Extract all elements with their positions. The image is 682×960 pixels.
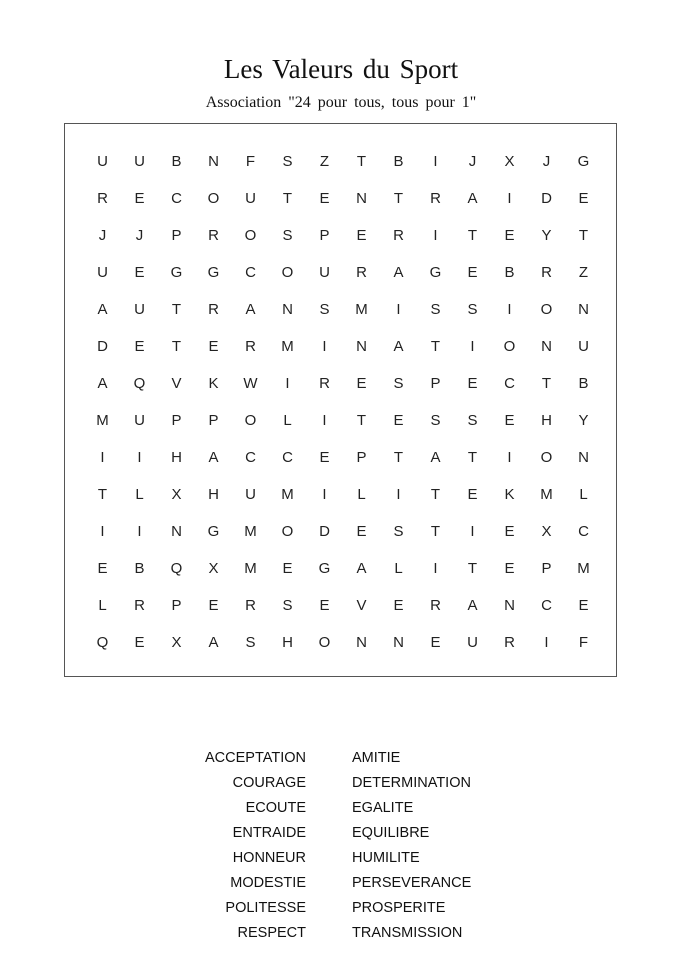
grid-letter: P	[541, 560, 552, 577]
grid-letter: U	[97, 153, 108, 170]
grid-letter: X	[171, 634, 182, 651]
grid-letter: G	[429, 264, 442, 281]
grid-letter: A	[430, 449, 441, 466]
grid-letter: E	[578, 597, 589, 614]
grid-letter: C	[282, 449, 293, 466]
grid-letter: P	[430, 375, 441, 392]
grid-letter: E	[467, 375, 478, 392]
grid-letter: J	[98, 227, 107, 244]
grid-letter: T	[356, 412, 367, 429]
grid-letter: E	[134, 338, 145, 355]
grid-letter: G	[207, 264, 220, 281]
grid-letter: T	[393, 190, 404, 207]
grid-letter: S	[393, 523, 404, 540]
grid-letter: H	[208, 486, 219, 503]
grid-letter: O	[540, 449, 553, 466]
grid-letter: R	[134, 597, 145, 614]
grid-letter: G	[170, 264, 183, 281]
grid-letter: N	[504, 597, 515, 614]
grid-letter: N	[578, 301, 589, 318]
grid-letter: A	[393, 264, 404, 281]
grid-letter: B	[504, 264, 515, 281]
grid-letter: A	[467, 190, 478, 207]
grid-letter: I	[470, 338, 475, 355]
grid-letter: A	[356, 560, 367, 577]
grid-letter: T	[467, 449, 478, 466]
grid-letter: E	[319, 449, 330, 466]
grid-letter: N	[208, 153, 219, 170]
word-list-item: PROSPERITE	[352, 900, 446, 916]
grid-letter: C	[245, 264, 256, 281]
grid-letter: I	[396, 301, 401, 318]
grid-letter: E	[319, 190, 330, 207]
grid-letter: I	[470, 523, 475, 540]
grid-letter: S	[282, 597, 293, 614]
grid-letter: U	[134, 301, 145, 318]
grid-letter: V	[171, 375, 182, 392]
grid-letter: R	[504, 634, 515, 651]
grid-letter: T	[578, 227, 589, 244]
grid-letter: E	[134, 264, 145, 281]
grid-letter: T	[171, 338, 182, 355]
grid-letter: P	[171, 227, 182, 244]
word-list-right-column	[352, 746, 471, 946]
grid-letter: N	[282, 301, 293, 318]
grid-letter: E	[356, 227, 367, 244]
grid-letter: T	[356, 153, 367, 170]
grid-letter: N	[356, 634, 367, 651]
grid-letter: S	[430, 412, 441, 429]
grid-letter: S	[430, 301, 441, 318]
grid-letter: L	[135, 486, 144, 503]
grid-letter: B	[578, 375, 589, 392]
word-list-item: RESPECT	[237, 925, 306, 941]
grid-letter: K	[208, 375, 219, 392]
grid-letter: L	[394, 560, 403, 577]
grid-letter: R	[97, 190, 108, 207]
grid-letter: E	[467, 486, 478, 503]
grid-letter: E	[319, 597, 330, 614]
word-list-item: EGALITE	[352, 800, 414, 816]
grid-letter: E	[467, 264, 478, 281]
grid-letter: L	[579, 486, 588, 503]
grid-letter: I	[507, 449, 512, 466]
word-list-item: HONNEUR	[232, 850, 306, 866]
page-subtitle: Association "24 pour tous, tous pour 1"	[205, 94, 477, 111]
grid-letter: O	[244, 227, 257, 244]
grid-letter: S	[319, 301, 330, 318]
word-list-item: PERSEVERANCE	[352, 875, 472, 891]
grid-letter: I	[322, 412, 327, 429]
grid-letter: E	[134, 634, 145, 651]
grid-letter: M	[244, 523, 257, 540]
grid-letter: I	[433, 227, 438, 244]
grid-letter: E	[208, 338, 219, 355]
grid-letter: A	[208, 449, 219, 466]
grid-letter: E	[393, 597, 404, 614]
grid-letter: S	[282, 227, 293, 244]
grid-letter: S	[467, 412, 478, 429]
grid-letter: H	[171, 449, 182, 466]
word-list-item: EQUILIBRE	[352, 825, 430, 841]
grid-letter: M	[96, 412, 109, 429]
page-title: Les Valeurs du Sport	[223, 54, 459, 84]
grid-letter: I	[433, 153, 438, 170]
grid-letter: C	[578, 523, 589, 540]
grid-letter: M	[281, 486, 294, 503]
grid-letter: E	[97, 560, 108, 577]
grid-letter: N	[171, 523, 182, 540]
grid-letter: A	[393, 338, 404, 355]
grid-letter: Q	[96, 634, 109, 651]
grid-letter: A	[467, 597, 478, 614]
word-list-item: DETERMINATION	[352, 775, 471, 791]
grid-letter: U	[134, 412, 145, 429]
grid-letter: R	[245, 597, 256, 614]
grid-letter: A	[97, 301, 108, 318]
grid-letter: B	[134, 560, 145, 577]
grid-letter: Q	[170, 560, 183, 577]
grid-letter: B	[171, 153, 182, 170]
grid-letter: E	[504, 227, 515, 244]
grid-letter: I	[100, 449, 105, 466]
grid-letter: U	[467, 634, 478, 651]
grid-letter: S	[245, 634, 256, 651]
grid-letter: F	[578, 634, 589, 651]
grid-letter: C	[541, 597, 552, 614]
grid-letter: G	[577, 153, 590, 170]
grid-letter: E	[578, 190, 589, 207]
grid-letter: I	[137, 523, 142, 540]
grid-letter: X	[208, 560, 219, 577]
grid-letter: F	[245, 153, 256, 170]
grid-letter: T	[97, 486, 108, 503]
grid-letter: T	[430, 338, 441, 355]
grid-letter: E	[208, 597, 219, 614]
word-search-frame	[64, 123, 617, 677]
grid-letter: M	[244, 560, 257, 577]
grid-letter: I	[322, 486, 327, 503]
grid-letter: G	[318, 560, 331, 577]
grid-letter: U	[97, 264, 108, 281]
grid-letter: Y	[541, 227, 552, 244]
grid-letter: P	[171, 412, 182, 429]
word-list-item: ENTRAIDE	[232, 825, 306, 841]
grid-letter: E	[134, 190, 145, 207]
grid-letter: Q	[133, 375, 146, 392]
grid-letter: R	[356, 264, 367, 281]
grid-letter: M	[577, 560, 590, 577]
grid-letter: I	[100, 523, 105, 540]
grid-letter: U	[319, 264, 330, 281]
grid-letter: E	[356, 523, 367, 540]
grid-letter: T	[467, 227, 478, 244]
grid-letter: N	[578, 449, 589, 466]
grid-letter: J	[468, 153, 477, 170]
grid-letter: J	[542, 153, 551, 170]
grid-letter: R	[208, 301, 219, 318]
grid-letter: N	[393, 634, 404, 651]
grid-letter: S	[467, 301, 478, 318]
grid-letter: D	[541, 190, 552, 207]
grid-letter: O	[540, 301, 553, 318]
grid-letter: O	[244, 412, 257, 429]
grid-letter: I	[137, 449, 142, 466]
grid-letter: N	[356, 338, 367, 355]
grid-letter: T	[171, 301, 182, 318]
word-search-grid	[84, 143, 602, 661]
word-list-item: ACCEPTATION	[205, 750, 306, 766]
grid-letter: R	[430, 190, 441, 207]
grid-letter: P	[356, 449, 367, 466]
grid-letter: K	[504, 486, 515, 503]
word-list-item: HUMILITE	[352, 850, 420, 866]
word-list-item: COURAGE	[232, 775, 306, 791]
grid-letter: L	[98, 597, 107, 614]
grid-letter: D	[319, 523, 330, 540]
grid-letter: R	[208, 227, 219, 244]
grid-letter: Y	[578, 412, 589, 429]
grid-letter: H	[541, 412, 552, 429]
grid-letter: E	[430, 634, 441, 651]
grid-letter: E	[393, 412, 404, 429]
grid-letter: P	[319, 227, 330, 244]
grid-letter: G	[207, 523, 220, 540]
grid-letter: E	[356, 375, 367, 392]
grid-letter: W	[243, 375, 258, 392]
grid-letter: T	[282, 190, 293, 207]
grid-letter: C	[245, 449, 256, 466]
grid-letter: I	[285, 375, 290, 392]
grid-letter: P	[208, 412, 219, 429]
grid-letter: R	[319, 375, 330, 392]
word-list-left-column	[205, 746, 306, 946]
grid-letter: L	[357, 486, 366, 503]
word-list-item: AMITIE	[352, 750, 401, 766]
grid-letter: E	[282, 560, 293, 577]
grid-letter: R	[430, 597, 441, 614]
grid-letter: H	[282, 634, 293, 651]
grid-letter: L	[283, 412, 292, 429]
grid-letter: E	[504, 412, 515, 429]
grid-letter: R	[393, 227, 404, 244]
grid-letter: U	[134, 153, 145, 170]
grid-letter: T	[393, 449, 404, 466]
grid-letter: R	[245, 338, 256, 355]
grid-letter: S	[282, 153, 293, 170]
grid-letter: N	[541, 338, 552, 355]
grid-letter: O	[318, 634, 331, 651]
grid-letter: Z	[578, 264, 589, 281]
grid-letter: X	[541, 523, 552, 540]
grid-letter: Z	[319, 153, 330, 170]
grid-letter: T	[430, 486, 441, 503]
grid-letter: T	[467, 560, 478, 577]
word-list-item: POLITESSE	[225, 900, 306, 916]
grid-letter: O	[281, 264, 294, 281]
grid-letter: A	[245, 301, 256, 318]
grid-letter: M	[281, 338, 294, 355]
grid-letter: O	[207, 190, 220, 207]
grid-letter: J	[135, 227, 144, 244]
grid-letter: V	[356, 597, 367, 614]
grid-letter: S	[393, 375, 404, 392]
grid-letter: P	[171, 597, 182, 614]
grid-letter: M	[355, 301, 368, 318]
grid-letter: I	[322, 338, 327, 355]
grid-letter: M	[540, 486, 553, 503]
grid-letter: I	[507, 301, 512, 318]
grid-letter: E	[504, 560, 515, 577]
grid-letter: X	[171, 486, 182, 503]
grid-letter: O	[281, 523, 294, 540]
grid-letter: B	[393, 153, 404, 170]
grid-letter: U	[578, 338, 589, 355]
grid-letter: D	[97, 338, 108, 355]
word-list-item: TRANSMISSION	[352, 925, 463, 941]
grid-letter: I	[507, 190, 512, 207]
grid-letter: U	[245, 190, 256, 207]
grid-letter: A	[208, 634, 219, 651]
grid-letter: I	[544, 634, 549, 651]
grid-letter: I	[433, 560, 438, 577]
grid-letter: C	[504, 375, 515, 392]
grid-letter: A	[97, 375, 108, 392]
word-list-item: MODESTIE	[230, 875, 306, 891]
grid-letter: O	[503, 338, 516, 355]
grid-letter: U	[245, 486, 256, 503]
word-list-item: ECOUTE	[245, 800, 306, 816]
grid-letter: C	[171, 190, 182, 207]
grid-letter: T	[430, 523, 441, 540]
grid-letter: E	[504, 523, 515, 540]
grid-letter: R	[541, 264, 552, 281]
grid-letter: X	[504, 153, 515, 170]
grid-letter: I	[396, 486, 401, 503]
grid-letter: T	[541, 375, 552, 392]
grid-letter: N	[356, 190, 367, 207]
